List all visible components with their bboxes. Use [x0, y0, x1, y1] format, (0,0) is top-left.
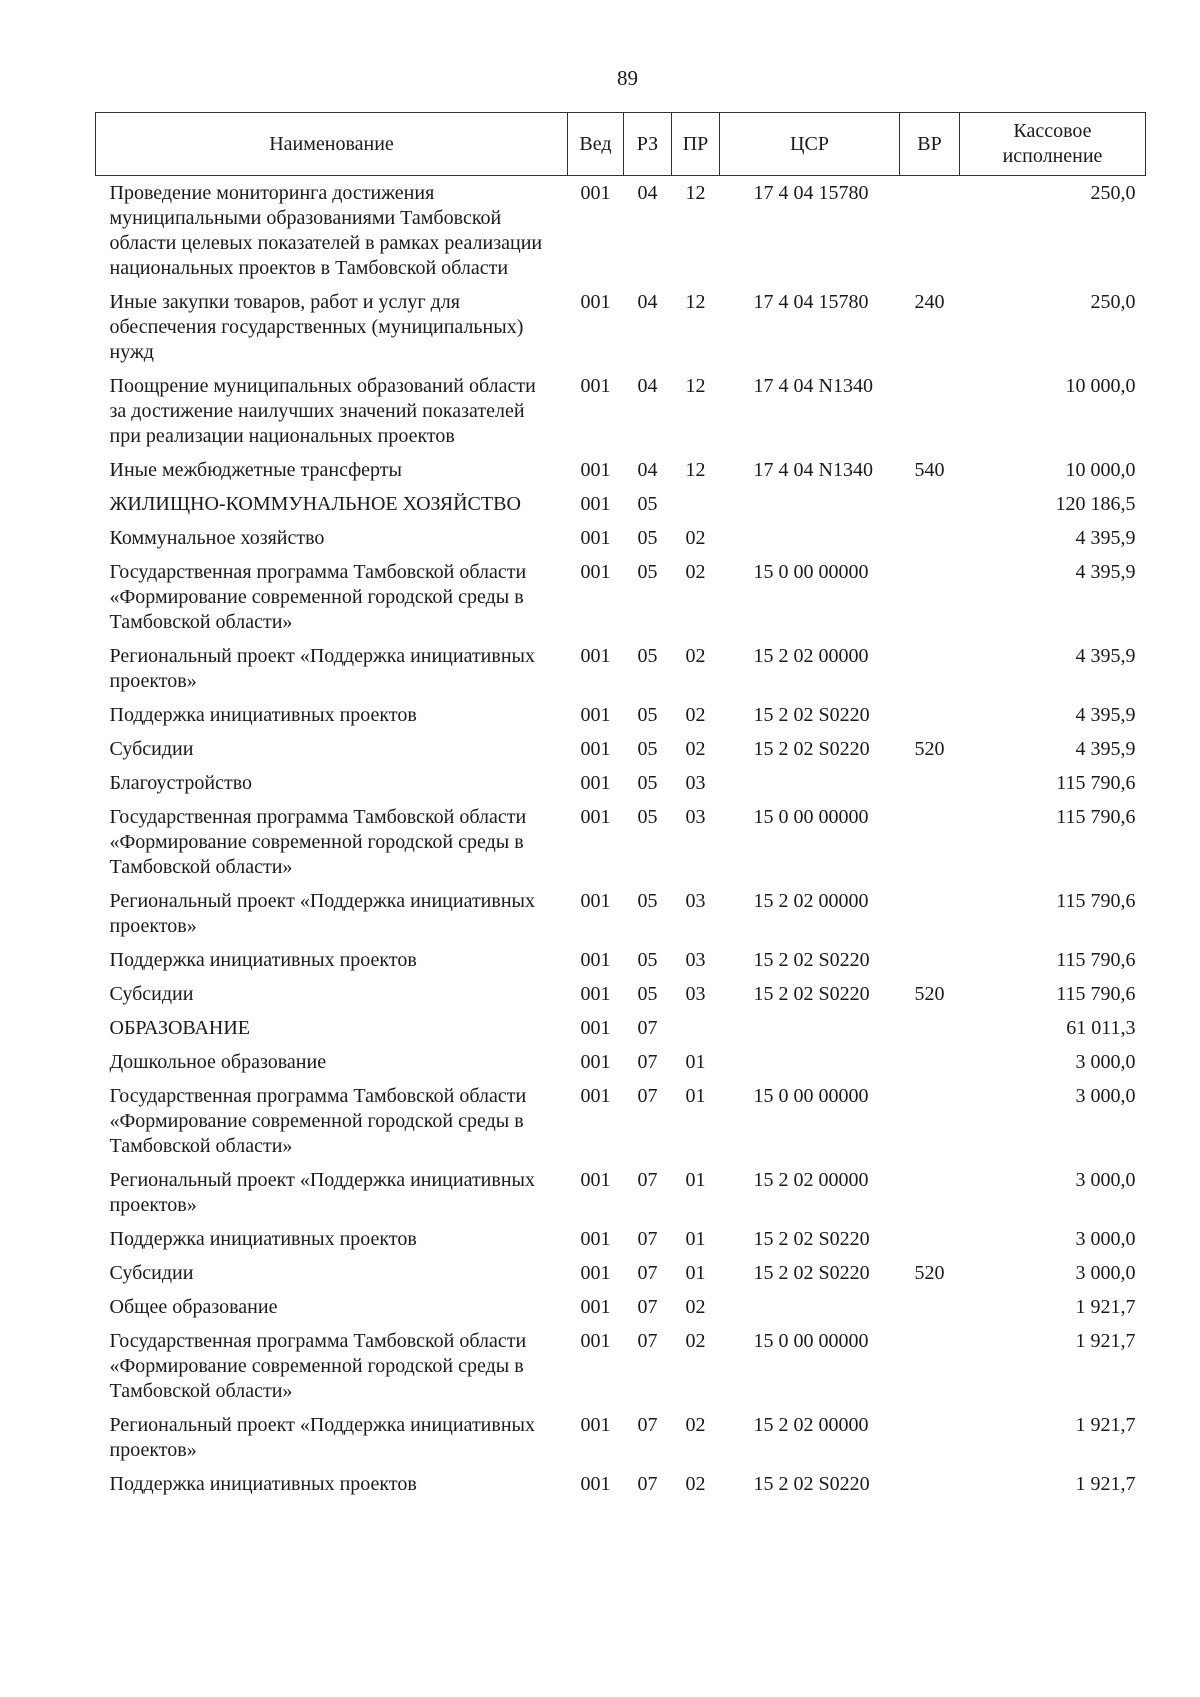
cell-sum: 61 011,3: [1066, 1017, 1136, 1039]
header-row: [96, 113, 1146, 176]
cell-ved: 001: [580, 1051, 611, 1073]
table-row: [96, 800, 1146, 884]
cell-ved: 001: [580, 1414, 611, 1436]
cell-sum: 4 395,9: [1075, 527, 1136, 549]
cell-rz: 05: [637, 493, 658, 515]
cell-vr: [900, 1408, 960, 1467]
cell-name: Поддержка инициативных проектов: [109, 1473, 417, 1495]
cell-sum: 250,0: [1090, 291, 1136, 313]
cell-csr: 15 2 02 00000: [753, 1414, 869, 1436]
cell-pr: 02: [685, 738, 706, 760]
cell-pr: 03: [685, 949, 706, 971]
header-vr: ВР: [900, 113, 960, 176]
cell-csr: 15 0 00 00000: [753, 806, 869, 828]
cell-csr: 15 0 00 00000: [753, 1330, 869, 1352]
cell-name: Государственная программа Тамбовской области «Формирование современной городской среды в Тамбовской области»: [109, 1330, 527, 1402]
cell-name: Государственная программа Тамбовской области «Формирование современной городской среды в Тамбовской области»: [109, 1085, 527, 1157]
cell-sum: 10 000,0: [1065, 375, 1136, 397]
cell-sum: 3 000,0: [1075, 1262, 1136, 1284]
cell-pr: 03: [685, 890, 706, 912]
cell-ved: 001: [580, 738, 611, 760]
cell-vr: 520: [914, 1262, 945, 1284]
cell-csr: [720, 1290, 900, 1324]
header-csr: ЦСР: [720, 113, 900, 176]
cell-ved: 001: [580, 983, 611, 1005]
cell-sum: 4 395,9: [1075, 704, 1136, 726]
cell-rz: 07: [637, 1330, 658, 1352]
cell-csr: [720, 521, 900, 555]
cell-rz: 05: [637, 806, 658, 828]
cell-ved: 001: [580, 493, 611, 515]
cell-vr: [900, 1011, 960, 1045]
cell-vr: [900, 1045, 960, 1079]
table-row: [96, 766, 1146, 800]
cell-ved: 001: [580, 949, 611, 971]
cell-pr: [672, 1011, 720, 1045]
cell-name: Иные межбюджетные трансферты: [109, 459, 402, 481]
budget-execution-table: [95, 112, 1146, 1501]
cell-rz: 07: [637, 1169, 658, 1191]
cell-name: Дошкольное образование: [109, 1051, 327, 1073]
cell-name: Общее образование: [109, 1296, 278, 1318]
table-header: [96, 113, 1146, 176]
cell-ved: 001: [580, 1169, 611, 1191]
table-row: [96, 1256, 1146, 1290]
cell-sum: 1 921,7: [1075, 1414, 1136, 1436]
cell-csr: 15 2 02 00000: [753, 1169, 869, 1191]
cell-ved: 001: [580, 1085, 611, 1107]
cell-rz: 05: [637, 561, 658, 583]
cell-pr: 02: [685, 704, 706, 726]
cell-pr: 12: [685, 459, 706, 481]
cell-sum: 3 000,0: [1075, 1228, 1136, 1250]
cell-name: Региональный проект «Поддержка инициативных проектов»: [109, 1169, 535, 1216]
cell-csr: 15 2 02 S0220: [753, 1262, 870, 1284]
cell-pr: 01: [685, 1228, 706, 1250]
cell-ved: 001: [580, 527, 611, 549]
cell-vr: 540: [914, 459, 945, 481]
cell-name: Государственная программа Тамбовской области «Формирование современной городской среды в Тамбовской области»: [109, 806, 527, 878]
header-rz: РЗ: [624, 113, 672, 176]
cell-csr: 15 0 00 00000: [753, 561, 869, 583]
cell-rz: 05: [637, 527, 658, 549]
cell-vr: [900, 698, 960, 732]
cell-vr: [900, 176, 960, 286]
cell-csr: 17 4 04 15780: [753, 182, 869, 204]
cell-ved: 001: [580, 890, 611, 912]
cell-vr: [900, 487, 960, 521]
cell-sum: 115 790,6: [1056, 949, 1136, 971]
table-row: [96, 487, 1146, 521]
table-row: [96, 1324, 1146, 1408]
cell-sum: 120 186,5: [1055, 493, 1136, 515]
cell-pr: 02: [685, 1296, 706, 1318]
cell-pr: 01: [685, 1262, 706, 1284]
cell-sum: 10 000,0: [1065, 459, 1136, 481]
cell-rz: 05: [637, 738, 658, 760]
cell-csr: 15 2 02 00000: [753, 645, 869, 667]
cell-rz: 05: [637, 949, 658, 971]
cell-ved: 001: [580, 704, 611, 726]
cell-rz: 05: [637, 704, 658, 726]
cell-pr: 01: [685, 1169, 706, 1191]
table-row: [96, 884, 1146, 943]
table-row: [96, 1222, 1146, 1256]
cell-rz: 07: [637, 1051, 658, 1073]
table-row: [96, 732, 1146, 766]
table-row: [96, 1011, 1146, 1045]
table-row: [96, 369, 1146, 453]
page-number: 89: [617, 66, 638, 90]
cell-vr: [900, 555, 960, 639]
cell-sum: 115 790,6: [1056, 772, 1136, 794]
header-pr: ПР: [672, 113, 720, 176]
table-row: [96, 285, 1146, 369]
cell-name: Коммунальное хозяйство: [109, 527, 325, 549]
cell-ved: 001: [580, 645, 611, 667]
cell-sum: 4 395,9: [1075, 561, 1136, 583]
table-row: [96, 453, 1146, 487]
cell-rz: 07: [637, 1228, 658, 1250]
cell-pr: 12: [685, 291, 706, 313]
cell-sum: 1 921,7: [1075, 1296, 1136, 1318]
cell-ved: 001: [580, 291, 611, 313]
cell-pr: 02: [685, 1473, 706, 1495]
cell-vr: [900, 884, 960, 943]
cell-rz: 07: [637, 1296, 658, 1318]
cell-rz: 05: [637, 890, 658, 912]
cell-csr: [720, 487, 900, 521]
cell-vr: [900, 1163, 960, 1222]
cell-name: Региональный проект «Поддержка инициативных проектов»: [109, 1414, 535, 1461]
table-body: [96, 176, 1146, 1502]
table-row: [96, 555, 1146, 639]
cell-ved: 001: [580, 1330, 611, 1352]
cell-name: Благоустройство: [109, 772, 253, 794]
cell-sum: 1 921,7: [1075, 1330, 1136, 1352]
cell-sum: 3 000,0: [1075, 1051, 1136, 1073]
cell-pr: 12: [685, 375, 706, 397]
header-ved: Вед: [568, 113, 624, 176]
table-row: [96, 1079, 1146, 1163]
cell-pr: 02: [685, 1330, 706, 1352]
table-row: [96, 1408, 1146, 1467]
cell-ved: 001: [580, 1262, 611, 1284]
cell-vr: [900, 1467, 960, 1501]
table-row: [96, 176, 1146, 286]
cell-vr: [900, 943, 960, 977]
cell-ved: 001: [580, 1228, 611, 1250]
cell-ved: 001: [580, 1017, 611, 1039]
cell-sum: 4 395,9: [1075, 738, 1136, 760]
cell-ved: 001: [580, 375, 611, 397]
cell-rz: 04: [637, 291, 658, 313]
cell-pr: 12: [685, 182, 706, 204]
cell-csr: 15 2 02 S0220: [753, 1473, 870, 1495]
cell-ved: 001: [580, 182, 611, 204]
cell-name: Иные закупки товаров, работ и услуг для обеспечения государственных (муниципальных) нужд: [109, 291, 524, 363]
cell-name: Субсидии: [109, 1262, 194, 1284]
cell-csr: 15 2 02 S0220: [753, 983, 870, 1005]
table-row: [96, 639, 1146, 698]
cell-name: ЖИЛИЩНО-КОММУНАЛЬНОЕ ХОЗЯЙСТВО: [109, 493, 521, 515]
cell-ved: 001: [580, 772, 611, 794]
header-sum: Кассовое исполнение: [960, 113, 1146, 176]
header-name: Наименование: [96, 113, 568, 176]
cell-csr: [720, 766, 900, 800]
cell-pr: 03: [685, 983, 706, 1005]
cell-name: Региональный проект «Поддержка инициативных проектов»: [109, 890, 535, 937]
cell-rz: 07: [637, 1473, 658, 1495]
cell-pr: [672, 487, 720, 521]
cell-name: Государственная программа Тамбовской области «Формирование современной городской среды в Тамбовской области»: [109, 561, 527, 633]
cell-name: Проведение мониторинга достижения муниципальными образованиями Тамбовской области целевых показателей в рамках реализации национальных проектов в Тамбовской области: [109, 182, 543, 279]
cell-vr: [900, 1222, 960, 1256]
cell-pr: 02: [685, 527, 706, 549]
cell-csr: 15 2 02 S0220: [753, 1228, 870, 1250]
table-row: [96, 943, 1146, 977]
cell-csr: 15 2 02 00000: [753, 890, 869, 912]
cell-name: Субсидии: [109, 738, 194, 760]
cell-csr: 17 4 04 N1340: [753, 375, 873, 397]
cell-csr: 17 4 04 15780: [753, 291, 869, 313]
cell-name: Субсидии: [109, 983, 194, 1005]
cell-pr: 01: [685, 1051, 706, 1073]
table-row: [96, 1045, 1146, 1079]
cell-ved: 001: [580, 561, 611, 583]
cell-vr: [900, 521, 960, 555]
cell-rz: 05: [637, 983, 658, 1005]
cell-csr: 15 2 02 S0220: [753, 738, 870, 760]
cell-name: ОБРАЗОВАНИЕ: [109, 1017, 251, 1039]
cell-sum: 115 790,6: [1056, 890, 1136, 912]
cell-vr: [900, 1324, 960, 1408]
cell-vr: [900, 800, 960, 884]
cell-ved: 001: [580, 1473, 611, 1495]
cell-sum: 115 790,6: [1056, 806, 1136, 828]
cell-name: Поддержка инициативных проектов: [109, 949, 417, 971]
cell-pr: 03: [685, 772, 706, 794]
table-row: [96, 698, 1146, 732]
cell-ved: 001: [580, 459, 611, 481]
cell-rz: 05: [637, 645, 658, 667]
cell-rz: 07: [637, 1414, 658, 1436]
table-row: [96, 1467, 1146, 1501]
cell-name: Поддержка инициативных проектов: [109, 1228, 417, 1250]
cell-rz: 07: [637, 1085, 658, 1107]
cell-sum: 3 000,0: [1075, 1085, 1136, 1107]
table-row: [96, 521, 1146, 555]
table-row: [96, 977, 1146, 1011]
table-row: [96, 1163, 1146, 1222]
cell-pr: 01: [685, 1085, 706, 1107]
cell-name: Региональный проект «Поддержка инициативных проектов»: [109, 645, 535, 692]
table-row: [96, 1290, 1146, 1324]
cell-vr: [900, 1079, 960, 1163]
cell-csr: 15 2 02 S0220: [753, 704, 870, 726]
cell-rz: 07: [637, 1262, 658, 1284]
cell-vr: 240: [914, 291, 945, 313]
cell-csr: 15 0 00 00000: [753, 1085, 869, 1107]
cell-sum: 250,0: [1090, 182, 1136, 204]
cell-pr: 02: [685, 1414, 706, 1436]
cell-vr: 520: [914, 983, 945, 1005]
cell-sum: 4 395,9: [1075, 645, 1136, 667]
cell-vr: [900, 766, 960, 800]
cell-csr: [720, 1045, 900, 1079]
cell-ved: 001: [580, 1296, 611, 1318]
cell-rz: 05: [637, 772, 658, 794]
cell-sum: 1 921,7: [1075, 1473, 1136, 1495]
cell-csr: 17 4 04 N1340: [753, 459, 873, 481]
cell-name: Поддержка инициативных проектов: [109, 704, 417, 726]
cell-pr: 02: [685, 645, 706, 667]
cell-rz: 04: [637, 375, 658, 397]
cell-vr: [900, 1290, 960, 1324]
cell-vr: [900, 369, 960, 453]
cell-vr: [900, 639, 960, 698]
cell-pr: 02: [685, 561, 706, 583]
cell-csr: 15 2 02 S0220: [753, 949, 870, 971]
cell-sum: 3 000,0: [1075, 1169, 1136, 1191]
cell-csr: [720, 1011, 900, 1045]
cell-rz: 04: [637, 459, 658, 481]
cell-sum: 115 790,6: [1056, 983, 1136, 1005]
cell-rz: 07: [637, 1017, 658, 1039]
cell-pr: 03: [685, 806, 706, 828]
cell-name: Поощрение муниципальных образований области за достижение наилучших значений показателей при реализации национальных проектов: [109, 375, 536, 447]
cell-vr: 520: [914, 738, 945, 760]
cell-ved: 001: [580, 806, 611, 828]
cell-rz: 04: [637, 182, 658, 204]
